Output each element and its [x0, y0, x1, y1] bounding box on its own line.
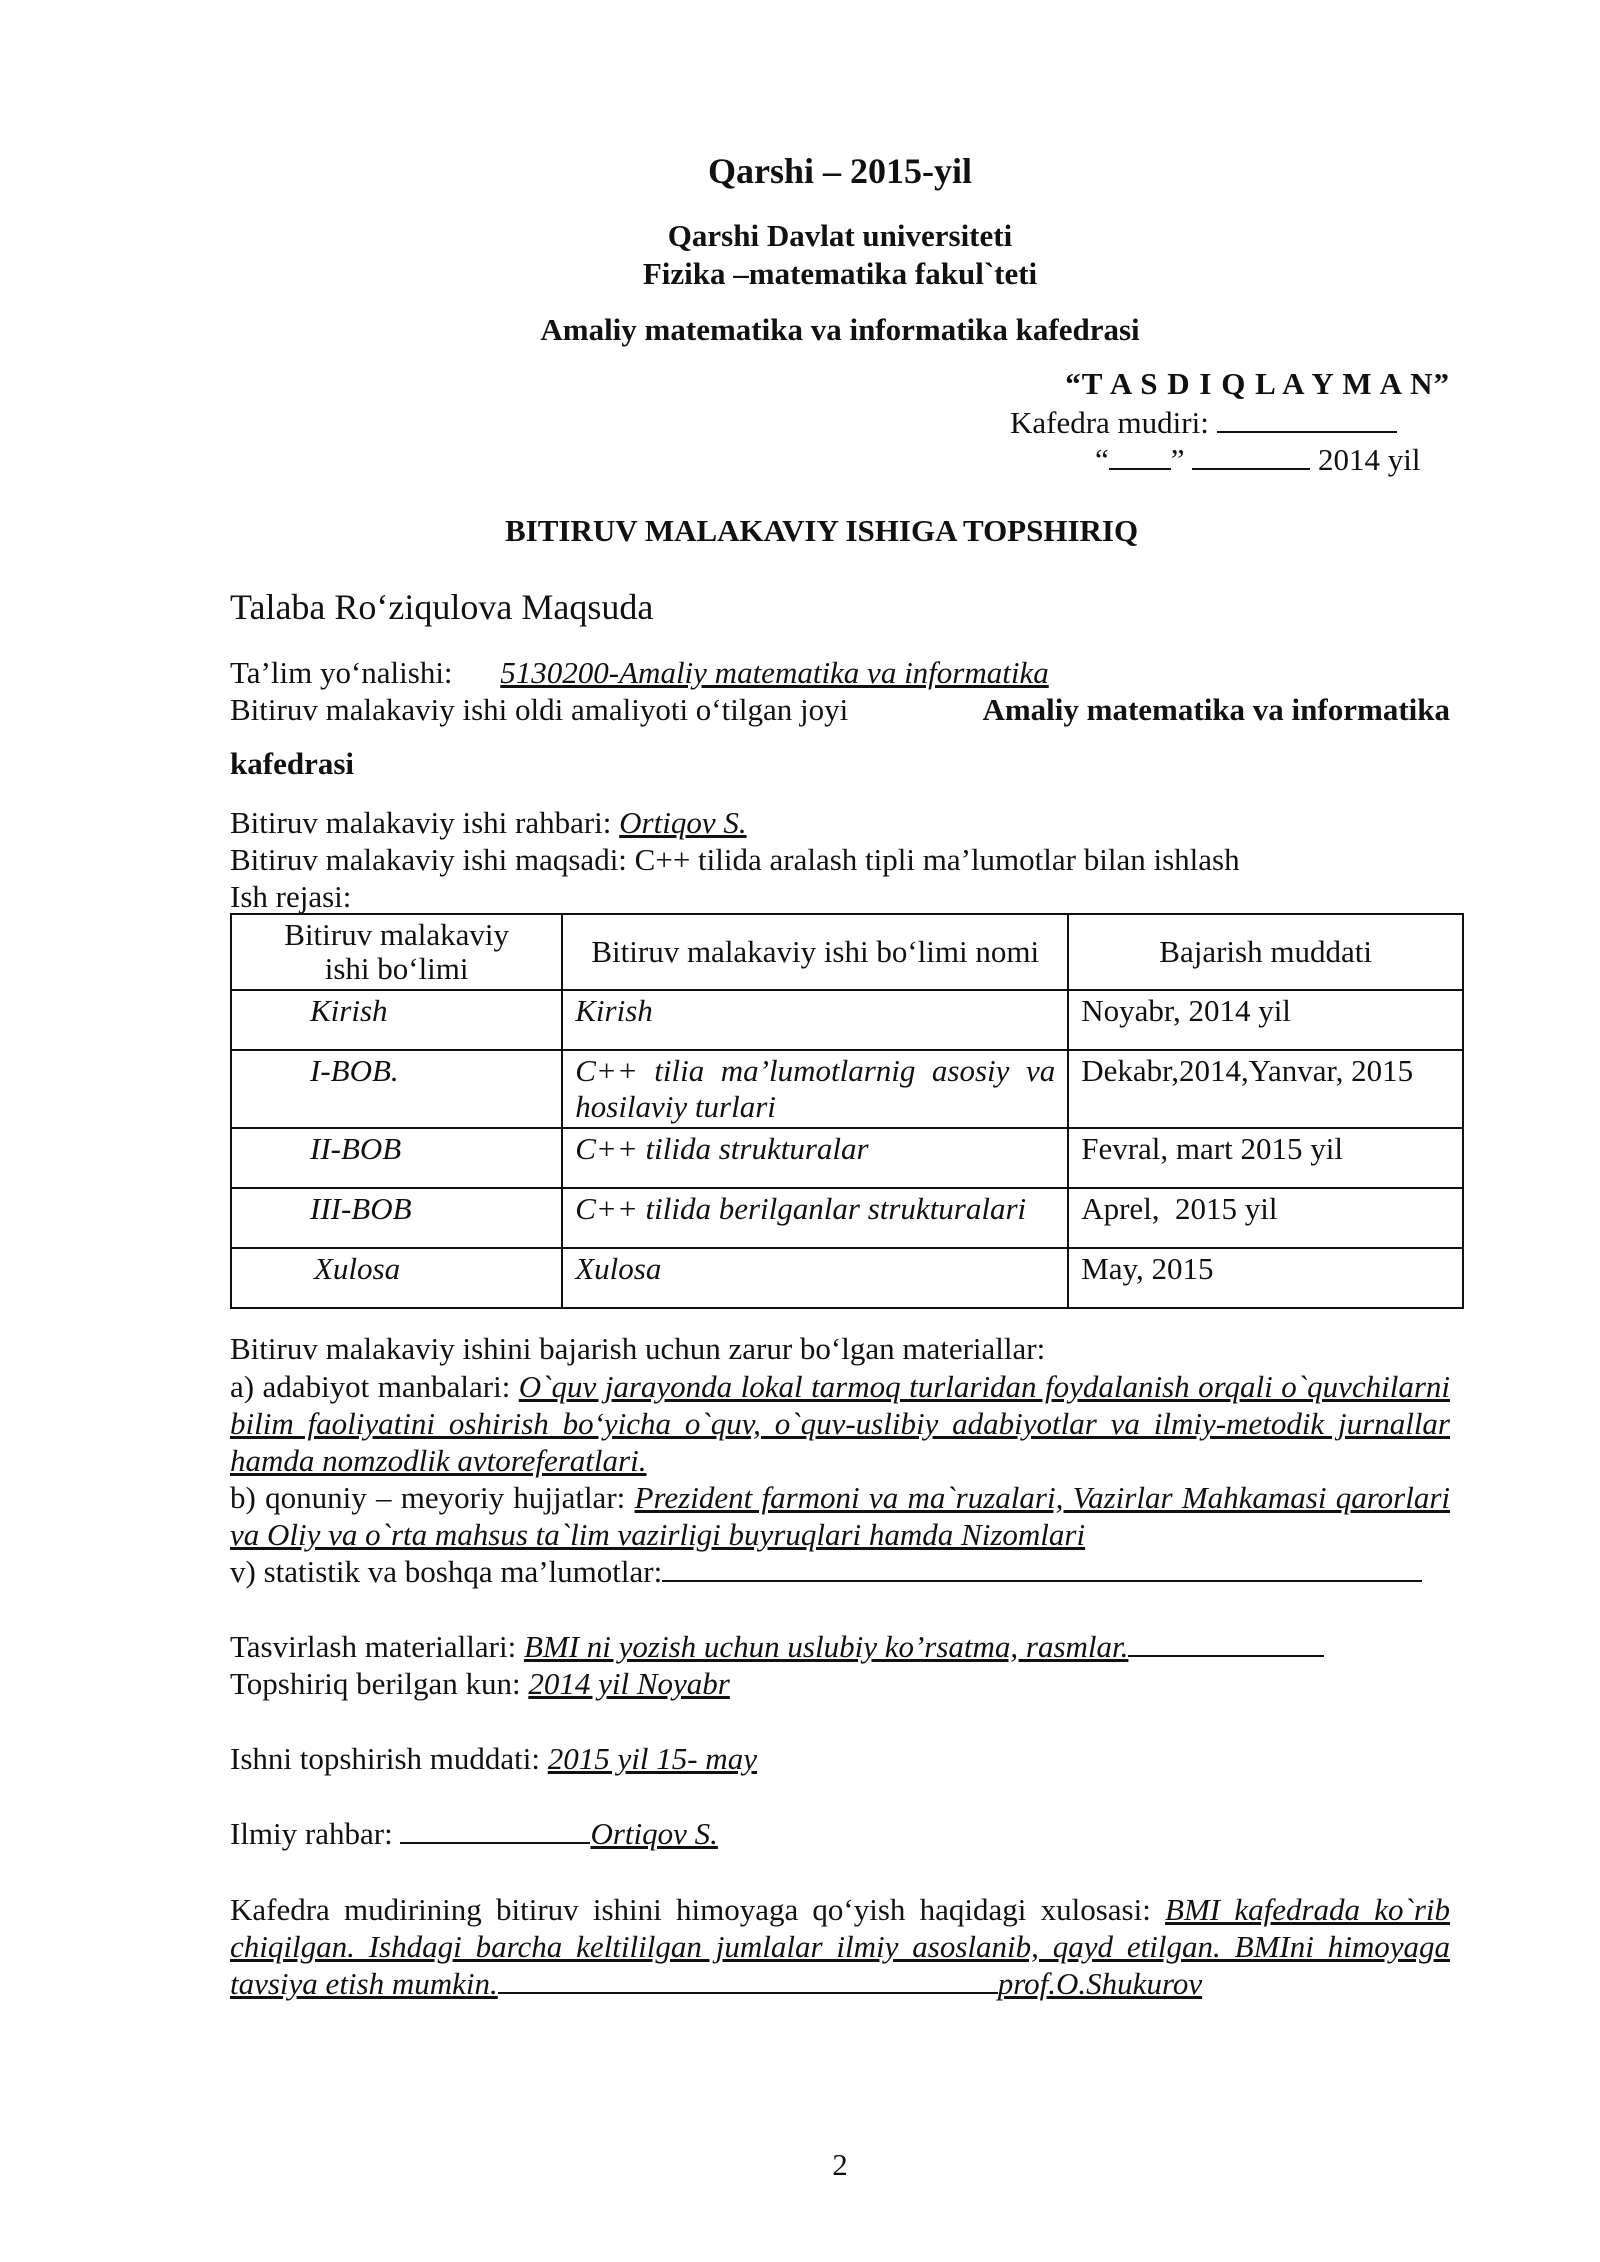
- conclusion-value: BMI kafedrada ko`rib chiqilgan. Ishdagi barcha keltililgan jumlalar ilmiy asoslanib, qayd etilgan. BMIni himoyaga tavsiya etish mumkin.: [230, 1892, 1450, 2001]
- materials-v-label: v) statistik va boshqa ma’lumotlar:: [230, 1554, 663, 1589]
- supervisor-line: [230, 805, 747, 841]
- illustrations-line: [230, 1629, 1324, 1665]
- materials-a-value: O`quv jarayonda lokal tarmoq turlaridan foydalanish orqali o`quvchilarni bilim faoliyatini oshirish bo‘yicha o`quv, o`quv-uslibiy adabiyotlar va ilmiy-metodik jurnallar hamda nomzodlik avtoreferatlari.: [230, 1369, 1450, 1478]
- advisor-label: Ilmiy rahbar:: [230, 1816, 393, 1851]
- day-blank: [1109, 442, 1171, 470]
- header-deadline: Bajarish muddati: [1068, 914, 1463, 990]
- direction-value: 5130200-Amaliy matematika va informatika: [500, 655, 1049, 690]
- advisor-value: Ortiqov S.: [590, 1816, 718, 1851]
- table-row: [231, 1050, 1463, 1128]
- student-name: Talaba Ro‘ziqulova Maqsuda: [230, 587, 654, 627]
- illustrations-value: BMI ni yozish uchun uslubiy ko’rsatma, rasmlar.: [523, 1629, 1129, 1664]
- row-deadline: Fevral, mart 2015 yil: [1068, 1128, 1463, 1188]
- approval-date: [1095, 442, 1421, 478]
- plan-label: Ish rejasi:: [230, 879, 352, 914]
- row-section: Kirish: [231, 990, 562, 1050]
- row-section: III-BOB: [231, 1188, 562, 1248]
- table-row: [231, 1248, 1463, 1308]
- illustrations-blank: [1128, 1629, 1324, 1657]
- approval-year: 2014 yil: [1318, 442, 1421, 477]
- practice-label: Bitiruv malakaviy ishi oldi amaliyoti o‘tilgan joyi: [230, 692, 849, 727]
- direction-line: [230, 655, 1059, 691]
- materials-b-label: b) qonuniy – meyoriy hujjatlar:: [230, 1480, 626, 1515]
- table-row: [231, 1188, 1463, 1248]
- month-blank: [1192, 442, 1310, 470]
- issued-value: 2014 yil Noyabr: [528, 1666, 730, 1701]
- advisor-blank: [400, 1816, 590, 1844]
- approval-title: “T A S D I Q L A Y M A N”: [1065, 366, 1450, 401]
- advisor-line: [230, 1816, 718, 1852]
- date-close-quote: ”: [1170, 442, 1185, 477]
- deadline-line: [230, 1741, 765, 1777]
- row-name: Xulosa: [562, 1248, 1068, 1308]
- row-section: II-BOB: [231, 1128, 562, 1188]
- date-open-quote: “: [1095, 442, 1109, 477]
- department-name: Amaliy matematika va informatika kafedrasi: [540, 312, 1140, 347]
- conclusion-block: [230, 1891, 1450, 2002]
- goal-line: Bitiruv malakaviy ishi maqsadi: C++ tilida aralash tipli ma’lumotlar bilan ishlash: [230, 842, 1240, 877]
- practice-line: [230, 692, 1450, 782]
- practice-value-cont: kafedrasi: [230, 746, 354, 781]
- conclusion-label: Kafedra mudirining bitiruv ishini himoyaga qo‘yish haqidagi xulosasi:: [230, 1892, 1151, 1927]
- approval-head: [1010, 405, 1397, 441]
- materials-a-label: a) adabiyot manbalari:: [230, 1369, 511, 1404]
- materials-intro: Bitiruv malakaviy ishini bajarish uchun zarur bo‘lgan materiallar:: [230, 1331, 1046, 1366]
- table-row: [231, 990, 1463, 1050]
- direction-label: Ta’lim yo‘nalishi:: [230, 655, 453, 690]
- issued-label: Topshiriq berilgan kun:: [230, 1666, 521, 1701]
- conclusion-blank: [498, 1966, 998, 1994]
- materials-b-value: Prezident farmoni va ma`ruzalari, Vazirlar Mahkamasi qarorlari va Oliy va o`rta mahsus ta`lim vazirligi buyruqlari hamda Nizomlari: [230, 1480, 1451, 1552]
- header-section: Bitiruv malakaviy ishi bo‘limi: [231, 914, 562, 990]
- practice-value: Amaliy matematika va informatika: [982, 692, 1450, 727]
- supervisor-value: Ortiqov S.: [619, 805, 747, 840]
- document-title: BITIRUV MALAKAVIY ISHIGA TOPSHIRIQ: [505, 513, 1139, 548]
- header-name: Bitiruv malakaviy ishi bo‘limi nomi: [562, 914, 1068, 990]
- supervisor-label: Bitiruv malakaviy ishi rahbari:: [230, 805, 612, 840]
- issued-line: [230, 1666, 730, 1702]
- row-deadline: Noyabr, 2014 yil: [1068, 990, 1463, 1050]
- row-name: Kirish: [562, 990, 1068, 1050]
- page-number: 2: [832, 2147, 848, 2182]
- table-header-row: [231, 914, 1463, 990]
- illustrations-label: Tasvirlash materiallari:: [230, 1629, 517, 1664]
- university-name: Qarshi Davlat universiteti: [667, 218, 1013, 253]
- row-name: C++ tilia ma’lumotlarnig asosiy va hosilaviy turlari: [562, 1050, 1068, 1128]
- row-name: C++ tilida strukturalar: [562, 1128, 1068, 1188]
- approval-head-label: Kafedra mudiri:: [1010, 405, 1209, 440]
- materials-b: [230, 1479, 1450, 1553]
- row-section: I-BOB.: [231, 1050, 562, 1128]
- conclusion-signature: prof.O.Shukurov: [997, 1966, 1203, 2001]
- table-row: [231, 1128, 1463, 1188]
- signature-blank: [1217, 405, 1397, 433]
- row-deadline: Aprel, 2015 yil: [1068, 1188, 1463, 1248]
- row-section: Xulosa: [231, 1248, 562, 1308]
- faculty-name: Fizika –matematika fakul`teti: [642, 256, 1038, 291]
- city-year: Qarshi – 2015-yil: [707, 151, 972, 191]
- deadline-label: Ishni topshirish muddati:: [230, 1741, 540, 1776]
- materials-v: [230, 1554, 1422, 1590]
- plan-table: [230, 913, 1464, 1309]
- materials-a: [230, 1368, 1450, 1479]
- row-deadline: May, 2015: [1068, 1248, 1463, 1308]
- row-deadline: Dekabr,2014,Yanvar, 2015: [1068, 1050, 1463, 1128]
- deadline-value: 2015 yil 15- may: [547, 1741, 757, 1776]
- materials-v-blank: [662, 1554, 1422, 1582]
- row-name: C++ tilida berilganlar strukturalari: [562, 1188, 1068, 1248]
